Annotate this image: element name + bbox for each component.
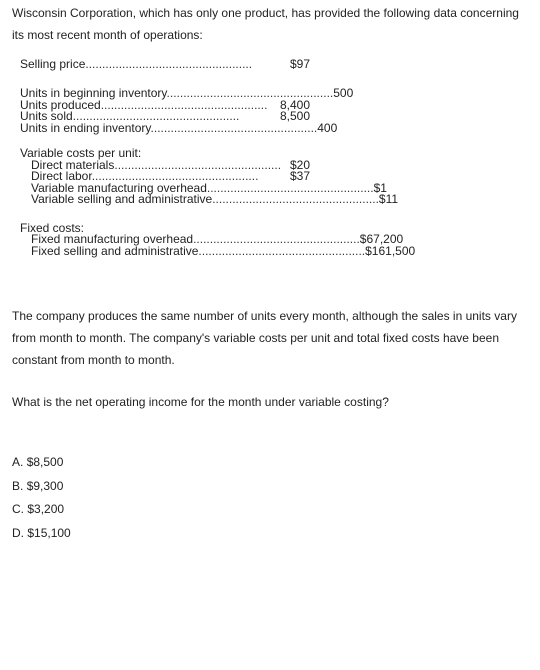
variable-cost-row: Variable manufacturing overhead.................................................. $1 [31, 180, 387, 195]
fixed-costs-heading: Fixed costs: [20, 220, 85, 235]
row-value: $11 [378, 192, 399, 206]
row-label: Direct materials [31, 157, 115, 172]
choice-d[interactable]: D. $15,100 [12, 525, 71, 540]
choice-b[interactable]: B. $9,300 [12, 478, 64, 493]
row-label: Fixed selling and administrative [31, 243, 199, 258]
row-label: Variable manufacturing overhead [31, 180, 207, 195]
units-row: Units produced.................................................. 8,400 [20, 97, 310, 112]
row-value: $37 [289, 169, 310, 183]
row-label: Fixed manufacturing overhead [31, 232, 194, 246]
row-label: Selling price [20, 56, 86, 71]
selling-price-row: Selling price.................................................. $97 [20, 56, 310, 71]
choice-c[interactable]: C. $3,200 [12, 502, 65, 516]
units-row: Units in beginning inventory.................................................. 500 [20, 86, 354, 100]
row-value: $1 [373, 180, 387, 195]
variable-costs-heading: Variable costs per unit: [20, 146, 142, 160]
row-label: Units sold [20, 109, 73, 123]
units-row: Units in ending inventory.................................................. 400 [20, 120, 338, 135]
fixed-cost-row: Fixed manufacturing overhead.................................................. $67,200 [31, 232, 404, 246]
row-value: $97 [289, 56, 310, 71]
row-label: Units in beginning inventory [20, 86, 167, 100]
row-label: Units produced [20, 97, 101, 112]
fixed-cost-row: Fixed selling and administrative.................................................. $161,500 [31, 243, 416, 258]
row-value: 8,400 [279, 97, 310, 112]
row-value: 8,500 [279, 109, 310, 123]
row-value: $67,200 [359, 232, 404, 246]
intro-text: Wisconsin Corporation, which has only one product, has provided the following data concerning its most recent month of operations: [12, 6, 519, 42]
variable-cost-row: Direct labor.................................................. $37 [31, 169, 310, 183]
row-value: $20 [289, 157, 310, 172]
question-text: What is the net operating income for the month under variable costing? [12, 395, 389, 409]
row-label: Units in ending inventory [20, 120, 151, 135]
variable-cost-row: Direct materials.................................................. $20 [31, 157, 310, 172]
units-row: Units sold.................................................. 8,500 [20, 109, 310, 123]
row-value: 400 [317, 120, 338, 135]
choice-a[interactable]: A. $8,500 [12, 455, 64, 469]
variable-cost-row: Variable selling and administrative.................................................. $11 [31, 192, 399, 206]
row-value: 500 [333, 86, 354, 100]
row-label: Direct labor [31, 169, 92, 183]
row-label: Variable selling and administrative [31, 192, 213, 206]
row-value: $161,500 [365, 243, 416, 258]
description-paragraph: The company produces the same number of units every month, although the sales in units vary from month to month. The company's variable costs per unit and total fixed costs have been constant from month to month. [12, 309, 517, 367]
answer-choices [12, 451, 71, 545]
data-table [20, 56, 416, 258]
